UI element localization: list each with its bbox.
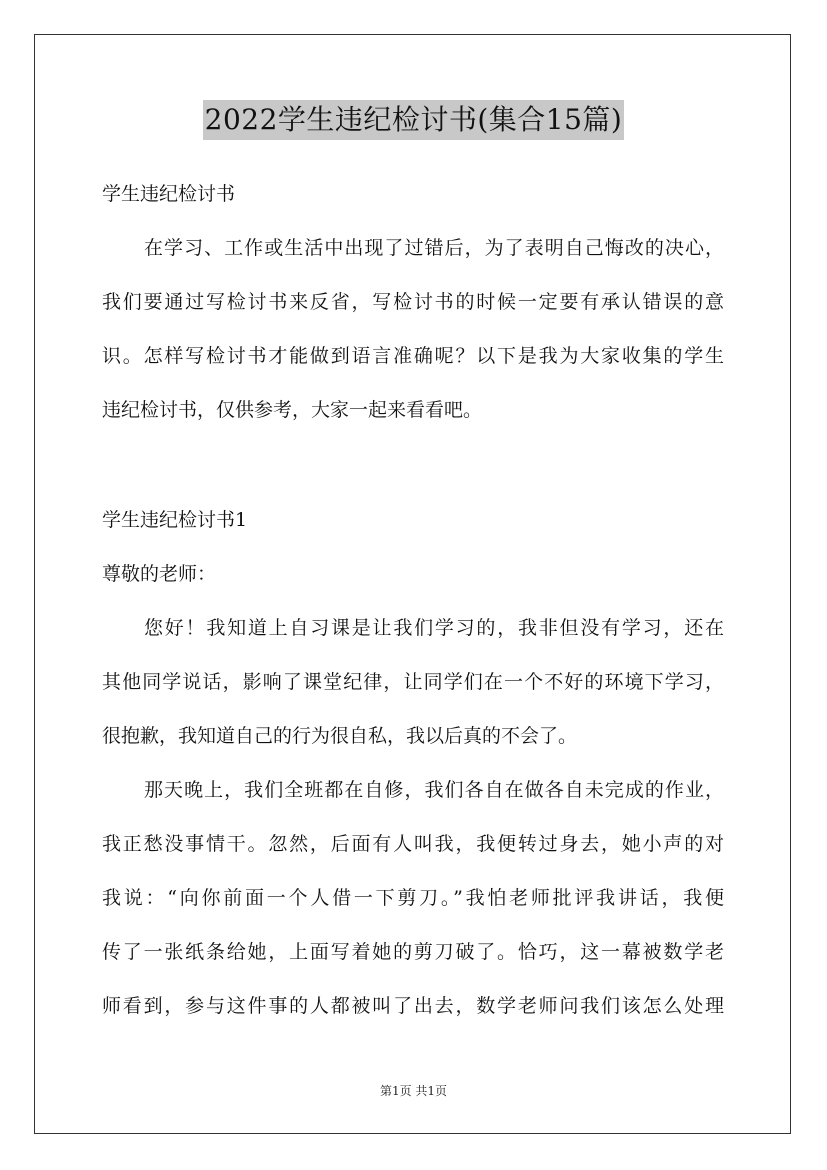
salutation: 尊敬的老师： [102,563,217,585]
paragraph-line: 我说：“向你前面一个人借一下剪刀。”我怕老师批评我讲话，我便 [102,887,724,909]
document-title: 2022学生违纪检讨书(集合15篇) [203,100,625,140]
paragraph-line: 您好！我知道上自习课是让我们学习的，我非但没有学习，还在 [144,617,724,639]
paragraph-line: 师看到，参与这件事的人都被叫了出去，数学老师问我们该怎么处理 [102,995,724,1017]
paragraph-line: 很抱歉，我知道自己的行为很自私，我以后真的不会了。 [102,725,578,747]
section-gap [102,442,724,498]
section-heading: 学生违纪检讨书1 [102,509,248,531]
intro-line: 我们要通过写检讨书来反省，写检讨书的时候一定要有承认错误的意 [102,291,724,313]
title-container [0,100,827,140]
intro-heading: 学生违纪检讨书 [102,183,236,205]
paragraph-line: 那天晚上，我们全班都在自修，我们各自在做各自未完成的作业， [144,779,724,801]
intro-line: 违纪检讨书，仅供参考，大家一起来看看吧。 [102,399,483,421]
page-footer: 第1页 共1页 [379,1084,448,1098]
paragraph-line: 传了一张纸条给她，上面写着她的剪刀破了。恰巧，这一幕被数学老 [102,941,724,963]
paragraph-line: 我正愁没事情干。忽然，后面有人叫我，我便转过身去，她小声的对 [102,833,724,855]
intro-line: 在学习、工作或生活中出现了过错后，为了表明自己悔改的决心， [144,237,724,259]
paragraph-line: 其他同学说话，影响了课堂纪律，让同学们在一个不好的环境下学习， [102,671,724,693]
intro-line: 识。怎样写检讨书才能做到语言准确呢？以下是我为大家收集的学生 [102,345,724,367]
document-body [102,172,724,1038]
